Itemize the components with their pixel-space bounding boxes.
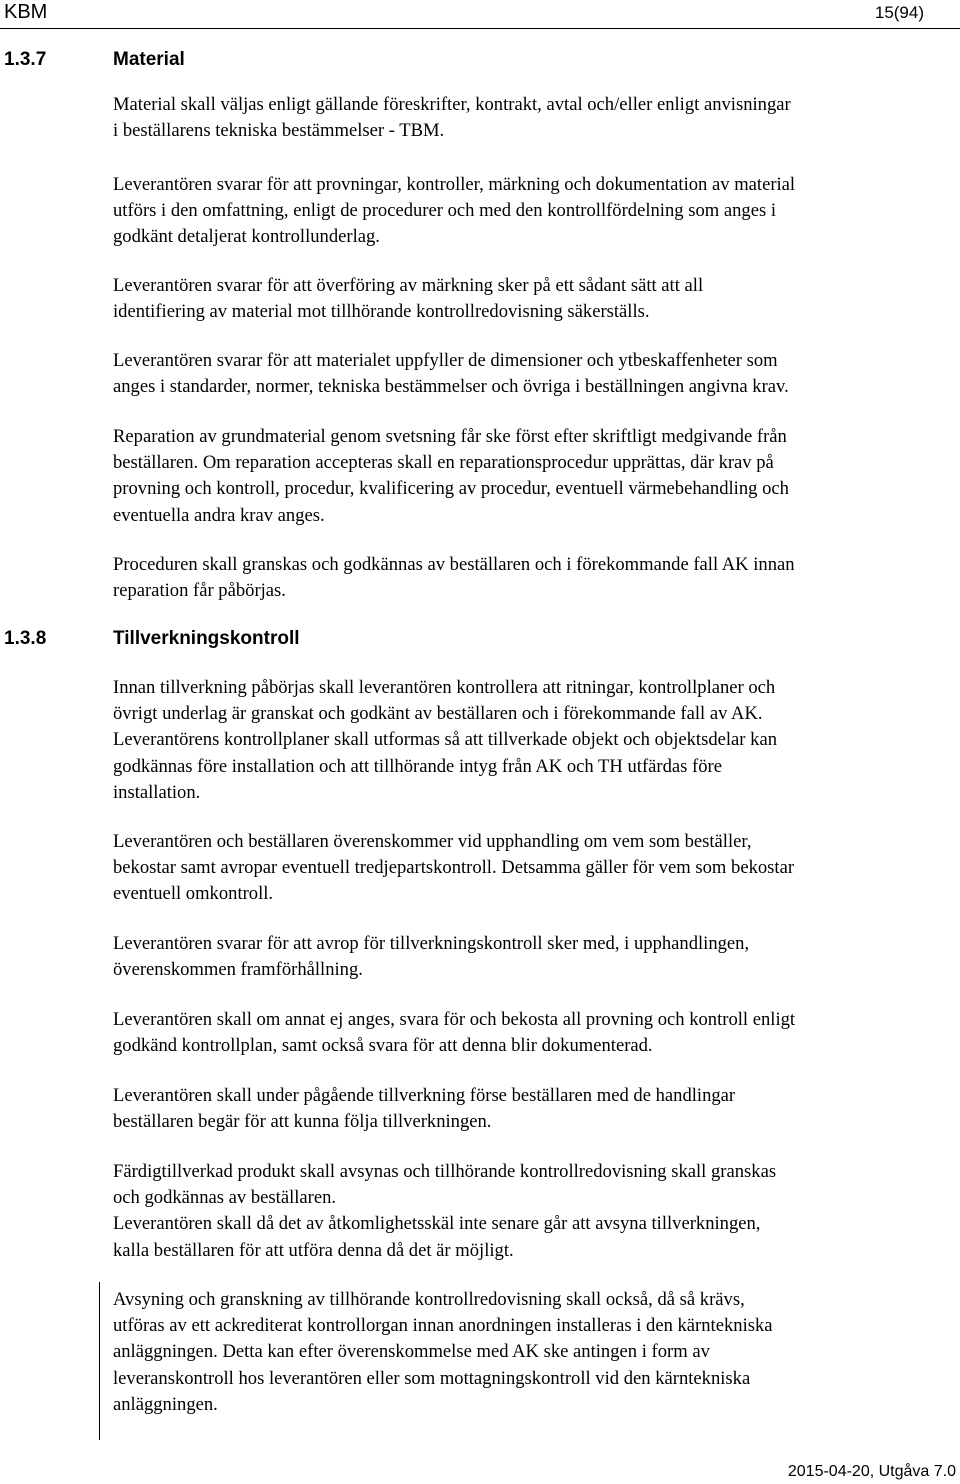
text-line: beställaren. Om reparation accepteras skall en reparationsprocedur upprättas, där krav på	[113, 452, 774, 474]
text-line: och godkännas av beställaren.	[113, 1187, 337, 1209]
text-line: utföras av ett ackrediterat kontrollorgan innan anordningen installeras i den kärntekniska	[113, 1315, 773, 1337]
section-number: 1.3.7	[4, 49, 47, 70]
text-line: godkänt detaljerat kontrollunderlag.	[113, 226, 380, 248]
text-line: leveranskontroll hos leverantören eller som mottagningskontroll vid den kärntekniska	[113, 1367, 751, 1389]
text-line: Innan tillverkning påbörjas skall leverantören kontrollera att ritningar, kontrollplaner och	[113, 677, 776, 698]
revision-change-bar	[99, 1282, 100, 1440]
text-line: överenskommen framförhållning.	[113, 959, 363, 981]
text-line: i beställarens tekniska bestämmelser - TBM.	[113, 120, 445, 142]
section-heading-tillverkningskontroll	[4, 627, 300, 651]
text-line: anläggningen.	[113, 1393, 218, 1415]
paragraph	[113, 931, 958, 983]
text-line: bekostar samt avropar eventuell tredjepartskontroll. Detsamma gäller för vem som bekostar	[113, 857, 795, 879]
section-title: Material	[113, 49, 185, 70]
text-line: Leverantören skall då det av åtkomlighetsskäl inte senare går att avsyna tillverkningen,	[113, 1213, 761, 1235]
text-line: identifiering av material mot tillhörande kontrollredovisning säkerställs.	[113, 301, 650, 323]
paragraph	[113, 1159, 958, 1264]
paragraph	[113, 675, 958, 806]
text-line: eventuella andra krav anges.	[113, 504, 325, 526]
text-line: Leverantören skall under pågående tillverkning förse beställaren med de handlingar	[113, 1085, 736, 1106]
paragraph	[113, 552, 958, 604]
text-line: Material skall väljas enligt gällande föreskrifter, kontrakt, avtal och/eller enligt anvisningar	[113, 94, 791, 115]
paragraph	[113, 1083, 958, 1135]
text-line: Färdigtillverkad produkt skall avsynas och tillhörande kontrollredovisning skall granskas	[113, 1161, 777, 1182]
text-line: godkänd kontrollplan, samt också svara för att denna blir dokumenterad.	[113, 1035, 653, 1057]
document-code: KBM	[4, 1, 48, 23]
paragraph	[113, 1007, 958, 1059]
text-line: installation.	[113, 781, 201, 803]
text-line: anges i standarder, normer, tekniska bestämmelser och övriga i beställningen angivna krav.	[113, 376, 789, 398]
header-divider	[0, 28, 960, 29]
text-line: Leverantörens kontrollplaner skall utformas så att tillverkade objekt och objektsdelar kan	[113, 729, 777, 751]
text-line: Reparation av grundmaterial genom svetsning får ske först efter skriftligt medgivande från	[113, 426, 787, 447]
text-line: reparation får påbörjas.	[113, 580, 286, 602]
text-line: provning och kontroll, procedur, kvalificering av procedur, eventuell värmebehandling och	[113, 478, 789, 500]
footer-date-edition: 2015-04-20, Utgåva 7.0	[787, 1463, 956, 1480]
text-line: eventuell omkontroll.	[113, 883, 274, 905]
text-line: godkännas före installation och att tillhörande intyg från AK och TH utfärdas före	[113, 755, 722, 777]
text-line: Avsyning och granskning av tillhörande kontrollredovisning skall också, då så krävs,	[113, 1289, 745, 1310]
paragraph	[113, 172, 958, 251]
text-line: övrigt underlag är granskat och godkänt av beställaren och i förekommande fall av AK.	[113, 703, 763, 725]
paragraph	[113, 829, 958, 908]
page-number: 15(94)	[874, 3, 924, 22]
paragraph	[113, 424, 958, 529]
paragraph	[113, 1287, 958, 1418]
section-number: 1.3.8	[4, 628, 47, 649]
text-line: Leverantören svarar för att överföring av märkning sker på ett sådant sätt att all	[113, 275, 704, 296]
text-line: Leverantören skall om annat ej anges, svara för och bekosta all provning och kontroll enligt	[113, 1009, 796, 1030]
text-line: beställaren begär för att kunna följa tillverkningen.	[113, 1111, 492, 1133]
text-line: Leverantören svarar för att materialet uppfyller de dimensioner och ytbeskaffenheter som	[113, 350, 778, 371]
paragraph	[113, 348, 958, 400]
text-line: Proceduren skall granskas och godkännas av beställaren och i förekommande fall AK innan	[113, 554, 795, 575]
section-title: Tillverkningskontroll	[113, 628, 300, 649]
text-line: Leverantören svarar för att avrop för tillverkningskontroll sker med, i upphandlingen,	[113, 933, 750, 954]
paragraph	[113, 273, 958, 325]
text-line: Leverantören svarar för att provningar, kontroller, märkning och dokumentation av material	[113, 174, 796, 195]
text-line: kalla beställaren för att utföra denna då det är möjligt.	[113, 1239, 514, 1261]
text-line: utförs i den omfattning, enligt de procedurer och med den kontrollfördelning som anges i	[113, 200, 777, 222]
text-line: anläggningen. Detta kan efter överenskommelse med AK ske antingen i form av	[113, 1341, 710, 1363]
section-heading-material	[4, 48, 185, 72]
paragraph	[113, 92, 958, 144]
text-line: Leverantören och beställaren överenskommer vid upphandling om vem som beställer,	[113, 831, 752, 852]
